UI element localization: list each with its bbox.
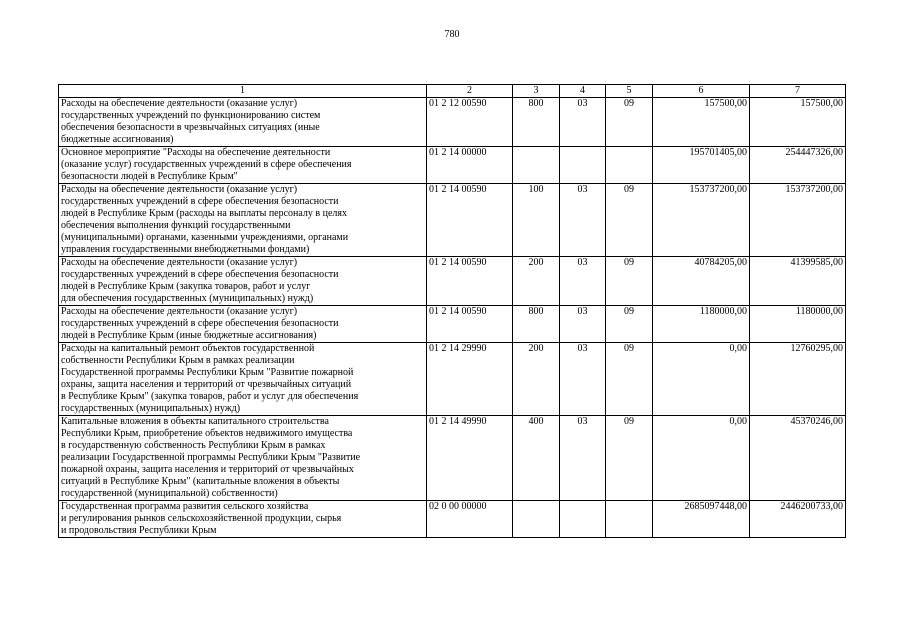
row-description: Государственная программа развития сельского хозяйства и регулирования рынков сельскохозяйственной продукции, сырья и продовольствия Республики Крым <box>59 501 427 538</box>
table-row <box>59 98 846 147</box>
table-row <box>59 306 846 343</box>
header-col-2: 2 <box>427 85 513 98</box>
row-target-code: 01 2 14 00590 <box>427 257 513 306</box>
row-section <box>560 501 606 538</box>
row-subsection <box>606 147 653 184</box>
row-sum-col7: 157500,00 <box>750 98 846 147</box>
row-sum-col6: 2685097448,00 <box>653 501 750 538</box>
table-header <box>59 85 846 98</box>
row-subsection: 09 <box>606 257 653 306</box>
row-expense-type: 800 <box>513 98 560 147</box>
row-sum-col6: 195701405,00 <box>653 147 750 184</box>
row-subsection: 09 <box>606 343 653 416</box>
row-description: Расходы на обеспечение деятельности (оказание услуг) государственных учреждений по функционированию систем обеспечения безопасности в чрезвычайных ситуациях (иные бюджетные ассигнования) <box>59 98 427 147</box>
header-col-3: 3 <box>513 85 560 98</box>
row-expense-type: 200 <box>513 257 560 306</box>
row-sum-col7: 2446200733,00 <box>750 501 846 538</box>
row-target-code: 01 2 14 00000 <box>427 147 513 184</box>
row-description: Расходы на капитальный ремонт объектов государственной собственности Республики Крым в рамках реализации Государственной программы Республики Крым "Развитие пожарной охраны, защита населения и территорий от чрезвычайных ситуаций в Республике Крым" (закупка товаров, работ и услуг для обеспечения государственных (муниципальных) нужд) <box>59 343 427 416</box>
row-expense-type: 800 <box>513 306 560 343</box>
table-row <box>59 501 846 538</box>
row-section: 03 <box>560 416 606 501</box>
row-target-code: 01 2 12 00590 <box>427 98 513 147</box>
row-sum-col6: 40784205,00 <box>653 257 750 306</box>
table-body <box>59 98 846 538</box>
row-description: Капитальные вложения в объекты капитального строительства Республики Крым, приобретение объектов недвижимого имущества в государственную собственность Республики Крым в рамках реализации Государственной программы Республики Крым "Развитие пожарной охраны, защита населения и территорий от чрезвычайных ситуаций в Республике Крым" (капитальные вложения в объекты государственной (муниципальной) собственности) <box>59 416 427 501</box>
row-subsection: 09 <box>606 184 653 257</box>
table-row <box>59 416 846 501</box>
row-target-code: 02 0 00 00000 <box>427 501 513 538</box>
row-sum-col6: 0,00 <box>653 416 750 501</box>
row-sum-col7: 12760295,00 <box>750 343 846 416</box>
row-subsection: 09 <box>606 306 653 343</box>
row-subsection <box>606 501 653 538</box>
row-target-code: 01 2 14 49990 <box>427 416 513 501</box>
row-subsection: 09 <box>606 416 653 501</box>
row-target-code: 01 2 14 29990 <box>427 343 513 416</box>
row-subsection: 09 <box>606 98 653 147</box>
row-sum-col7: 153737200,00 <box>750 184 846 257</box>
row-sum-col7: 254447326,00 <box>750 147 846 184</box>
row-sum-col7: 41399585,00 <box>750 257 846 306</box>
header-col-1: 1 <box>59 85 427 98</box>
row-section: 03 <box>560 257 606 306</box>
row-sum-col7: 1180000,00 <box>750 306 846 343</box>
row-expense-type: 200 <box>513 343 560 416</box>
row-expense-type <box>513 147 560 184</box>
row-description: Расходы на обеспечение деятельности (оказание услуг) государственных учреждений в сфере обеспечения безопасности людей в Республике Крым (иные бюджетные ассигнования) <box>59 306 427 343</box>
header-row <box>59 85 846 98</box>
row-target-code: 01 2 14 00590 <box>427 184 513 257</box>
row-sum-col6: 0,00 <box>653 343 750 416</box>
header-col-7: 7 <box>750 85 846 98</box>
row-section <box>560 147 606 184</box>
budget-table <box>58 84 846 538</box>
row-sum-col6: 153737200,00 <box>653 184 750 257</box>
row-section: 03 <box>560 98 606 147</box>
row-section: 03 <box>560 306 606 343</box>
row-description: Расходы на обеспечение деятельности (оказание услуг) государственных учреждений в сфере обеспечения безопасности людей в Республике Крым (закупка товаров, работ и услуг для обеспечения государственных (муниципальных) нужд) <box>59 257 427 306</box>
row-expense-type: 400 <box>513 416 560 501</box>
row-section: 03 <box>560 184 606 257</box>
row-description: Основное мероприятие "Расходы на обеспечение деятельности (оказание услуг) государственных учреждений в сфере обеспечения безопасности людей в Республике Крым" <box>59 147 427 184</box>
header-col-5: 5 <box>606 85 653 98</box>
row-description: Расходы на обеспечение деятельности (оказание услуг) государственных учреждений в сфере обеспечения безопасности людей в Республике Крым (расходы на выплаты персоналу в целях обеспечения выполнения функций государственными (муниципальными) органами, казенными учреждениями, органами управления государственными внебюджетными фондами) <box>59 184 427 257</box>
row-expense-type <box>513 501 560 538</box>
row-section: 03 <box>560 343 606 416</box>
row-target-code: 01 2 14 00590 <box>427 306 513 343</box>
table-row <box>59 343 846 416</box>
table-row <box>59 184 846 257</box>
header-col-4: 4 <box>560 85 606 98</box>
row-sum-col6: 157500,00 <box>653 98 750 147</box>
row-sum-col7: 45370246,00 <box>750 416 846 501</box>
header-col-6: 6 <box>653 85 750 98</box>
row-expense-type: 100 <box>513 184 560 257</box>
table-row <box>59 147 846 184</box>
page-number: 780 <box>444 29 460 40</box>
row-sum-col6: 1180000,00 <box>653 306 750 343</box>
table-row <box>59 257 846 306</box>
